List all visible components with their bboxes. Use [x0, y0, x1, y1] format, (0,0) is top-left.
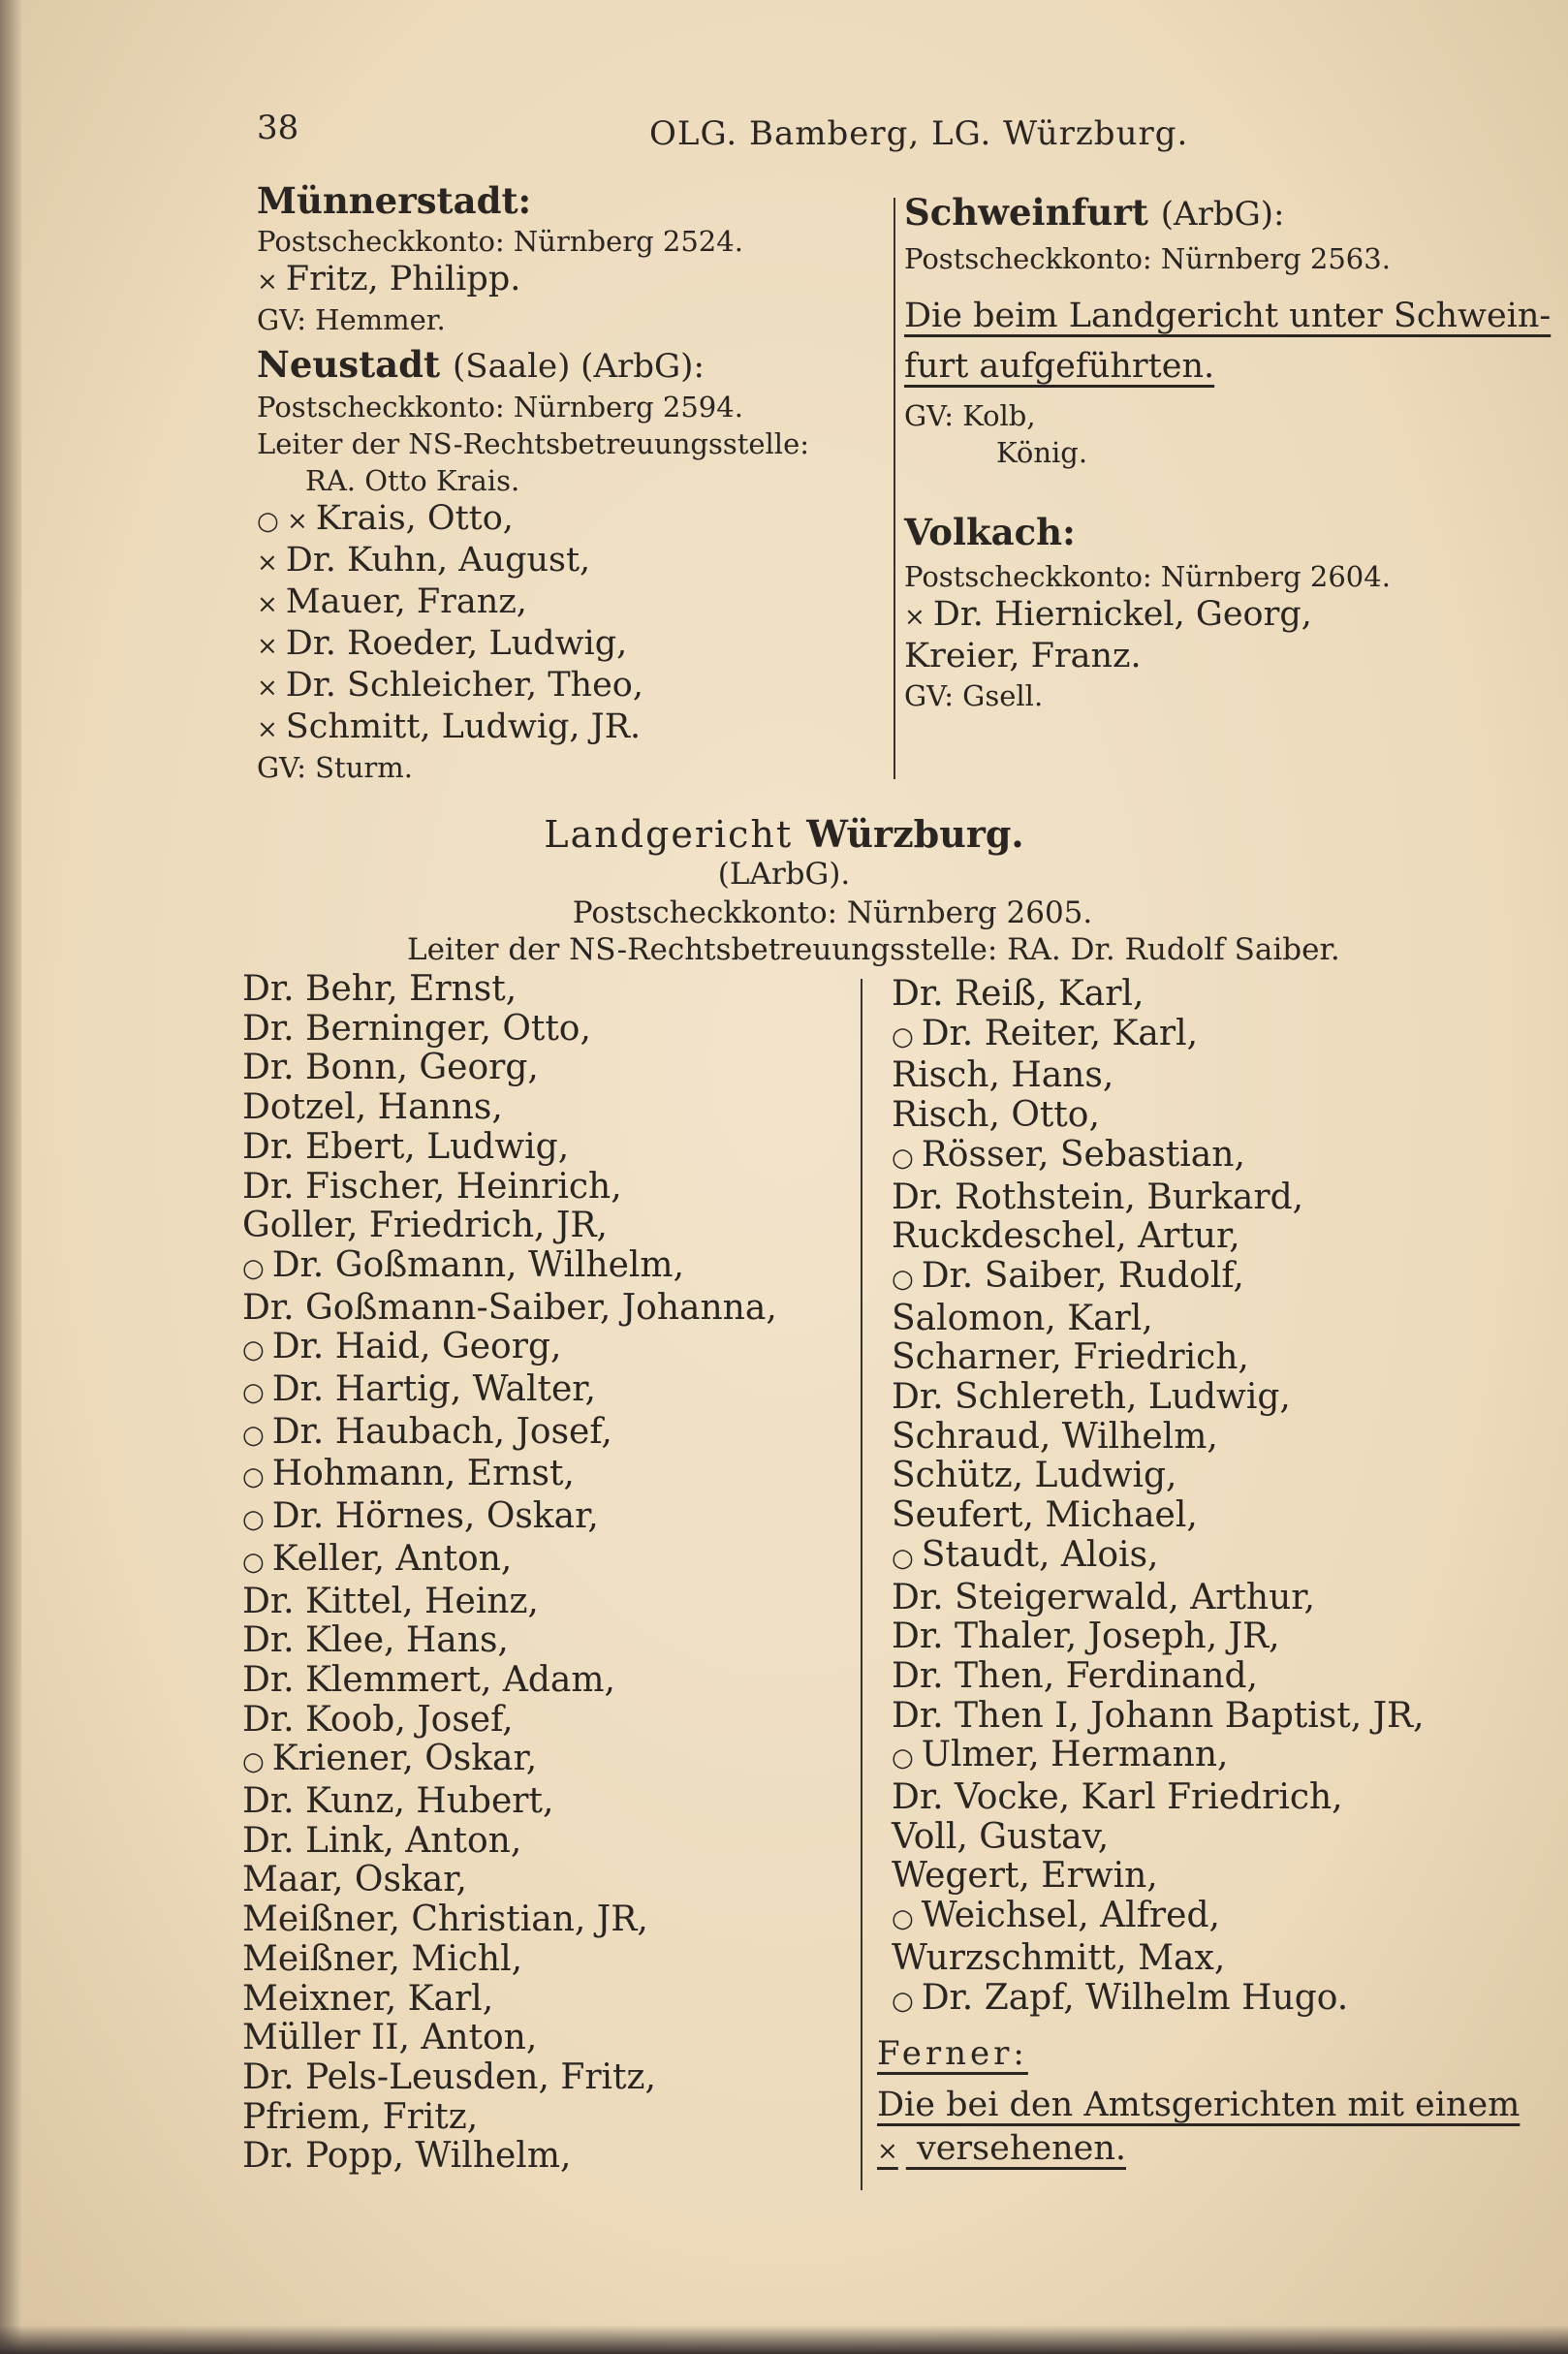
landgericht-left-list — [242, 970, 777, 2177]
x-mark-icon: × — [257, 267, 278, 297]
lawyer-name: Goller, Friedrich, JR, — [242, 1206, 608, 1246]
lawyer-entry — [892, 1178, 1425, 1218]
lawyer-name: Mauer, Franz, — [285, 582, 527, 621]
lawyer-name: Scharner, Friedrich, — [892, 1337, 1249, 1378]
lawyer-entry — [892, 1338, 1425, 1378]
lawyer-entry — [257, 582, 809, 624]
lawyer-name: Wurzschmitt, Max, — [892, 1937, 1226, 1978]
lawyer-entry — [892, 1979, 1425, 2022]
lawyer-name: Dr. Koob, Josef, — [242, 1699, 514, 1740]
lawyer-name: Seufert, Michael, — [892, 1495, 1198, 1536]
lawyer-entry — [892, 1378, 1425, 1418]
lawyer-name: Dr. Popp, Wilhelm, — [242, 2136, 572, 2177]
lawyer-name: Schütz, Ludwig, — [892, 1456, 1177, 1496]
circle-mark-icon: ○ — [892, 1021, 914, 1051]
lawyer-entry — [892, 1778, 1425, 1818]
lawyer-name: Rösser, Sebastian, — [921, 1134, 1245, 1175]
lawyer-name: Kriener, Oskar, — [271, 1739, 538, 1779]
lawyer-entry — [892, 1496, 1425, 1536]
lawyer-name: Dr. Fischer, Heinrich, — [242, 1166, 622, 1207]
lawyer-name: Weichsel, Alfred, — [921, 1896, 1220, 1936]
lawyer-name: Voll, Gustav, — [892, 1816, 1110, 1857]
lawyer-name: Dr. Behr, Ernst, — [242, 969, 517, 1009]
lawyer-name: Keller, Anton, — [271, 1538, 513, 1579]
lawyer-entry — [242, 1289, 777, 1329]
lawyer-name: Maar, Oskar, — [242, 1860, 467, 1900]
neustadt-konto: Postscheckkonto: Nürnberg 2594. — [257, 391, 743, 424]
lawyer-entry — [257, 499, 809, 541]
lawyer-name: Dr. Saiber, Rudolf, — [921, 1255, 1244, 1296]
running-title: OLG. Bamberg, LG. Würzburg. — [649, 114, 1189, 153]
lawyer-entry — [242, 1413, 777, 1456]
x-mark-icon: × — [257, 715, 278, 744]
lawyer-entry — [242, 1980, 777, 2020]
lawyer-entry — [892, 1657, 1425, 1697]
circle-mark-icon: ○ — [242, 1253, 265, 1283]
column-divider-bottom — [861, 979, 862, 2190]
lawyer-name: Dr. Vocke, Karl Friedrich, — [892, 1777, 1343, 1818]
x-mark-icon: × — [257, 674, 278, 703]
circle-mark-icon: ○ — [892, 1986, 914, 2016]
circle-x-mark-icon: ○ × — [257, 507, 308, 536]
lawyer-name: Risch, Otto, — [892, 1095, 1100, 1136]
lawyer-name: Wegert, Erwin, — [892, 1856, 1158, 1897]
landgericht-leiter: Leiter der NS-Rechtsbetreuungsstelle: RA. Dr. Rudolf Saiber. — [407, 932, 1340, 967]
lawyer-name: Schmitt, Ludwig, JR. — [285, 707, 642, 746]
schweinfurt-note-line1: Die beim Landgericht unter Schwein- — [904, 297, 1552, 335]
lawyer-name: Krais, Otto, — [315, 499, 514, 538]
lawyer-entry — [242, 1540, 777, 1583]
lawyer-entry — [242, 1583, 777, 1622]
circle-mark-icon: ○ — [892, 1543, 914, 1573]
lawyer-entry — [892, 975, 1425, 1015]
lawyer-name: Dr. Haubach, Josef, — [271, 1411, 612, 1452]
lawyer-name: Dr. Reiß, Karl, — [892, 974, 1145, 1014]
lawyer-name: Dr. Roeder, Ludwig, — [285, 624, 628, 663]
lawyer-entry — [242, 1497, 777, 1540]
schweinfurt-gv-name-2: König. — [996, 436, 1088, 469]
lawyer-name: Dr. Berninger, Otto, — [242, 1008, 591, 1049]
lawyer-name: Hohmann, Ernst, — [271, 1454, 575, 1494]
lawyer-entry — [242, 1701, 777, 1741]
circle-mark-icon: ○ — [242, 1747, 265, 1777]
lawyer-name: Salomon, Karl, — [892, 1298, 1153, 1338]
ferner-line2: × versehenen. — [877, 2129, 1127, 2168]
lawyer-name: Dr. Goßmann-Saiber, Johanna, — [242, 1287, 777, 1328]
lawyer-name: Dr. Thaler, Joseph, JR, — [892, 1616, 1280, 1657]
lawyer-entry — [242, 1010, 777, 1050]
ferner-line1: Die bei den Amtsgerichten mit einem — [877, 2086, 1521, 2124]
circle-mark-icon: ○ — [242, 1378, 265, 1408]
ferner-label: Ferner: — [877, 2034, 1028, 2073]
ferner-block — [877, 2032, 1520, 2173]
column-divider-top — [894, 198, 895, 779]
lawyer-entry — [242, 1455, 777, 1497]
lawyer-name: Dr. Pels-Leusden, Fritz, — [242, 2056, 656, 2097]
lawyer-name: Dr. Hiernickel, Georg, — [932, 595, 1312, 634]
lawyer-entry — [242, 1740, 777, 1782]
lawyer-entry — [242, 2019, 777, 2058]
circle-mark-icon: ○ — [242, 1335, 265, 1365]
lawyer-name: Dr. Ebert, Ludwig, — [242, 1126, 570, 1167]
lawyer-entry — [904, 595, 1551, 637]
lawyer-entry — [242, 970, 777, 1010]
lawyer-entry — [257, 624, 809, 666]
neustadt-leiter-label: Leiter der NS-Rechtsbetreuungsstelle: — [257, 427, 810, 460]
lawyer-name: Dr. Kunz, Hubert, — [242, 1781, 554, 1822]
lawyer-name: Dr. Steigerwald, Arthur, — [892, 1577, 1315, 1617]
volkach-konto: Postscheckkonto: Nürnberg 2604. — [904, 560, 1391, 593]
lawyer-entry — [892, 1015, 1425, 1057]
lawyer-name: Dr. Reiter, Karl, — [921, 1013, 1199, 1053]
neustadt-lawyer-list — [257, 499, 809, 749]
lawyer-entry — [892, 1418, 1425, 1458]
lawyer-entry — [242, 1370, 777, 1413]
lawyer-entry — [892, 1857, 1425, 1897]
lawyer-entry — [892, 1617, 1425, 1657]
circle-mark-icon: ○ — [242, 1505, 265, 1535]
lawyer-name: Dr. Bonn, Georg, — [242, 1048, 539, 1088]
lawyer-entry — [904, 637, 1551, 675]
x-mark-icon: × — [257, 590, 278, 619]
lawyer-entry — [242, 2137, 777, 2177]
lawyer-entry — [892, 1096, 1425, 1136]
neustadt-leiter-name: RA. Otto Krais. — [305, 464, 520, 497]
lawyer-entry — [242, 1661, 777, 1701]
lawyer-name: Schraud, Wilhelm, — [892, 1416, 1218, 1457]
x-mark-icon: × — [257, 549, 278, 578]
lawyer-entry — [242, 2098, 777, 2138]
lawyer-name: Kreier, Franz. — [904, 637, 1142, 675]
lawyer-name: Dr. Link, Anton, — [242, 1820, 522, 1861]
lawyer-name: Müller II, Anton, — [242, 2018, 538, 2058]
lawyer-entry — [892, 1579, 1425, 1618]
right-top-column — [904, 190, 1551, 714]
lawyer-entry — [242, 1940, 777, 1980]
lawyer-entry — [892, 1300, 1425, 1339]
schweinfurt-gv-name-1: Kolb, — [962, 399, 1036, 432]
lawyer-entry — [257, 541, 809, 582]
lawyer-name: Dr. Klemmert, Adam, — [242, 1659, 615, 1700]
lawyer-entry — [892, 1818, 1425, 1858]
lawyer-name: Dr. Then I, Johann Baptist, JR, — [892, 1695, 1425, 1736]
lawyer-entry — [892, 1536, 1425, 1579]
lawyer-name: Ulmer, Hermann, — [921, 1735, 1229, 1775]
lawyer-entry — [892, 1217, 1425, 1257]
lawyer-entry — [242, 2058, 777, 2098]
neustadt-gv: GV: Sturm. — [257, 751, 413, 784]
lawyer-entry — [892, 1939, 1425, 1979]
volkach-title: Volkach: — [904, 511, 1076, 553]
lawyer-name: Dr. Haid, Georg, — [271, 1327, 562, 1367]
lawyer-entry — [242, 1128, 777, 1168]
x-mark-icon: × — [877, 2137, 898, 2166]
lawyer-name: Pfriem, Fritz, — [242, 2096, 479, 2137]
schweinfurt-title: Schweinfurt (ArbG): — [904, 191, 1285, 234]
lawyer-entry — [242, 1861, 777, 1900]
lawyer-entry — [892, 1897, 1425, 1939]
lawyer-name: Dotzel, Hanns, — [242, 1087, 503, 1128]
lawyer-entry — [242, 1782, 777, 1822]
lawyer-entry — [892, 1257, 1425, 1300]
volkach-lawyer-list — [904, 595, 1551, 675]
lawyer-name: Dr. Rothstein, Burkard, — [892, 1177, 1304, 1217]
schweinfurt-konto: Postscheckkonto: Nürnberg 2563. — [904, 242, 1391, 275]
lawyer-name: Dr. Goßmann, Wilhelm, — [271, 1244, 685, 1285]
circle-mark-icon: ○ — [892, 1904, 914, 1934]
lawyer-name: Ruckdeschel, Artur, — [892, 1216, 1240, 1257]
lawyer-name: Dr. Hörnes, Oskar, — [271, 1496, 599, 1537]
lawyer-name: Dr. Then, Ferdinand, — [892, 1655, 1258, 1696]
lawyer-entry — [257, 666, 809, 707]
muennerstadt-konto: Postscheckkonto: Nürnberg 2524. — [257, 225, 743, 258]
lawyer-name: Meixner, Karl, — [242, 1978, 494, 2019]
lawyer-entry — [892, 1457, 1425, 1496]
x-mark-icon: × — [904, 603, 925, 632]
page-number: 38 — [257, 109, 299, 147]
lawyer-entry — [257, 707, 809, 749]
lawyer-entry — [242, 1168, 777, 1208]
circle-mark-icon: ○ — [242, 1462, 265, 1492]
volkach-gv: GV: Gsell. — [904, 679, 1044, 712]
left-top-column — [257, 178, 809, 786]
landgericht-subtitle: (LArbG). — [717, 857, 851, 892]
lawyer-entry — [242, 1088, 777, 1128]
lawyer-name: Dr. Kittel, Heinz, — [242, 1581, 539, 1621]
lawyer-entry — [242, 1246, 777, 1289]
landgericht-konto: Postscheckkonto: Nürnberg 2605. — [572, 895, 1093, 930]
lawyer-entry — [242, 1822, 777, 1862]
page-binding-edge — [0, 0, 21, 2354]
lawyer-entry — [892, 1136, 1425, 1178]
lawyer-entry — [242, 1207, 777, 1246]
lawyer-name: Dr. Klee, Hans, — [242, 1620, 509, 1661]
schweinfurt-note-line2: furt aufgeführten. — [904, 347, 1215, 386]
lawyer-name: Risch, Hans, — [892, 1055, 1114, 1096]
lawyer-entry — [892, 1736, 1425, 1778]
lawyer-name: Dr. Hartig, Walter, — [271, 1369, 596, 1410]
lawyer-name: Meißner, Christian, JR, — [242, 1899, 648, 1940]
circle-mark-icon: ○ — [892, 1264, 914, 1294]
lawyer-name: Meißner, Michl, — [242, 1938, 523, 1979]
muennerstadt-gv: GV: Hemmer. — [257, 303, 446, 336]
circle-mark-icon: ○ — [242, 1547, 265, 1577]
page-bottom-edge — [0, 2325, 1568, 2354]
landgericht-title: Landgericht Würzburg. — [544, 812, 1024, 856]
neustadt-title: Neustadt (Saale) (ArbG): — [257, 343, 705, 386]
landgericht-right-list — [892, 975, 1425, 2021]
circle-mark-icon: ○ — [892, 1143, 914, 1173]
muennerstadt-lawyer: × Fritz, Philipp. — [257, 260, 521, 298]
lawyer-entry — [242, 1049, 777, 1088]
lawyer-name: Dr. Zapf, Wilhelm Hugo. — [921, 1977, 1349, 2018]
lawyer-name: Dr. Kuhn, August, — [285, 541, 591, 580]
lawyer-entry — [892, 1056, 1425, 1096]
lawyer-name: Dr. Schlereth, Ludwig, — [892, 1377, 1291, 1418]
lawyer-entry — [242, 1621, 777, 1661]
x-mark-icon: × — [257, 632, 278, 661]
lawyer-entry — [242, 1900, 777, 1940]
lawyer-name: Dr. Schleicher, Theo, — [285, 666, 644, 705]
lawyer-entry — [242, 1328, 777, 1370]
schweinfurt-gv: GV: Kolb, — [904, 399, 1036, 432]
lawyer-entry — [892, 1697, 1425, 1737]
lawyer-name: Staudt, Alois, — [921, 1534, 1159, 1575]
circle-mark-icon: ○ — [242, 1420, 265, 1450]
muennerstadt-title: Münnerstadt: — [257, 179, 532, 222]
circle-mark-icon: ○ — [892, 1743, 914, 1773]
